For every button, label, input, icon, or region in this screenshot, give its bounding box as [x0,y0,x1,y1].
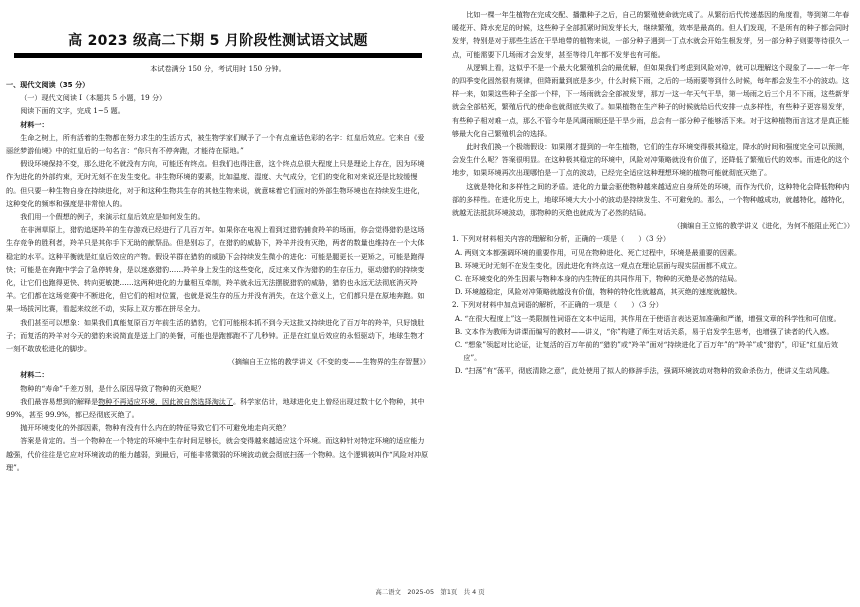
paragraph: 生命之树上，所有活着的生物都在努力求生的生活方式，被生物学家们赋予了一个有点童话色彩的名字：红皇后效应。它来自《爱丽丝梦游仙境》中的红皇后的一句名言：“你只有不停奔跑，才能待在原地。” [6,132,425,156]
text-span: 。科学家估计，地球进化史上曾经出现过数十亿个物种，其中 99%，甚至 99.9%，都已经彻底灭绝了。 [6,396,425,420]
question-1-option-b: B. 环境无时无刻不在发生变化，因此进化有终点这一观点在理论层面与现实层面都不成立。 [454,260,742,270]
question-2-option-b: B. 文本作为教师为讲课而编写的教材——讲义，“你”构建了师生对话关系，易于启发学生思考，也增强了读者的代入感。 [454,326,834,336]
left-column [0,0,432,474]
paragraph: 这就是特化和多样性之间的矛盾。进化的力量会驱使物种越来越适应自身所处的环境，而作为代价，这种特化会降低物种内部的多样性。在进化历史上，地球环境大大小小的波动是持续发生、不可避免的。那么，一个物种越成功，就越特化，越特化，就越无法抵抗环境波动，那物种的灭绝也就成为了必然的结局。 [452,181,850,218]
paragraph: 假设环境保持不变，那么进化不就没有方向，可能还有终点。但我们也得注意，这个终点总很大程度上只是理论上存在，因为环境作为进化的外部约束，无时无刻不在发生变化。非生物环境的要素，比如温度、湿度、大气成分，它们的变化和对来说还是比较缓慢的。但只要一种生物自身在持续进化，对于和这种生物共生存的其他生物来说，就意味着它们面对的外部生物环境也在持续发生进化，这种变化的频率和强度是非常惊人的。 [6,159,425,208]
redaction-bar [14,53,422,58]
exam-title: 高 2023 级高二下期 5 月阶段性测试语文试题 [68,33,368,49]
instruction: 阅读下面的文字，完成 1~5 题。 [20,106,125,116]
page-footer: 高二语文 2025-05 第1页 共 4 页 [375,588,485,596]
paragraph: 在非洲草原上，猎豹追逐羚羊的生存游戏已经进行了几百万年。如果你在电视上看到过猎豹捕食羚羊的场面，你会觉得猎豹是这场生存竞争的胜利者，羚羊只是其你手下无助的献祭品。但是别忘了，在猎豹的威胁下，羚羊并没有灭绝，两者的数量也维持在一个大体稳定的水平。这种平衡就是红皇后效应的产物。假设羊群在猎豹的威胁下会持续发生微小的进化：可能是腿更长一更矫之，可能是跑得快；可能是在奔跑中学会了急停转身，是以迷惑猎豹……羚羊身上发生的这些变化，反过来又作为猎豹的生存压力，驱动猎豹的持续变化，让它们也跑得更快、转向更敏捷……这两种进化的力量相互牵制，羚羊就永远无法摆脱猎豹的威胁，猎豹也永远无法彻底消灭羚羊。它们都在这场竞赛中不断进化，但它们的相对位置，也就是说生存的压力并没有消失，在这个意义上，它们都只是在原地奔跑。如果一场拔河比赛，看起来纹丝不动，实际上双方都在拼尽全力。 [6,225,425,314]
material-2-source: （摘编自王立铭的教学讲义《进化，为何不能阻止死亡》） [673,221,854,231]
underlined-text: 物种不再适应环境，因此被自然选择淘汰了 [98,396,233,406]
question-1-option-d: D. 环境越稳定，风险对冲策略就越没有价值，物种的特化性就越高，其灭绝的速度就越快。 [454,287,742,297]
material-2-heading: 材料二： [20,370,49,380]
paragraph: 比如一棵一年生植物在完成交配、播撒种子之后，自己的繁殖使命就完成了。从繁衍后代传递基因的角度看，等到第二年春暖花开、降水充足的时候，这些种子全部抓紧时间发芽长大，继续繁殖，效率是最高的。但人们发现，不是所有的种子都会同时发芽，特别是对于那些生活在干旱地带的植物来说，一部分种子遇到一丁点水就会开始生根发芽，另一部分种子则要等待很久一点，可能需要下几场雨才会发芽，甚至等待几年都不发芽也有可能。 [452,10,850,59]
question-2-option-c: C. “想象”领起对比论证，让复活的百万年前的“猎豹”或“羚羊”面对“持续进化了百万年”的“羚羊”或“猎豹”，印证“红皇后效应”。 [454,340,838,363]
paragraph: 抛开环境变化的外部因素，物种有没有什么内在的特征导致它们不可避免地走向灭绝？ [20,423,290,433]
question-2-option-a: A. “在很大程度上”这一类限制性词语在文本中运用，其作用在于使语言表达更加准确和严谨，增强文章的科学性和可信度。 [454,313,841,323]
subsection-heading: （一）现代文阅读 I（本题共 5 小题，19 分） [20,93,167,103]
paragraph [6,395,430,421]
question-2: 2. 下列对材料中加点词语的解析，不正确的一项是（ ）（3 分） [452,300,663,310]
text-span: 我们最容易想到的解释是 [20,396,99,406]
section-heading: 一、现代文阅读（35 分） [6,80,90,89]
question-2-option-d: D. “扫荡”有“荡平，彻底清除之意”，此处使用了拟人的修辞手法，强调环境波动对物种的致命杀伤力，使讲义生动风趣。 [454,366,834,376]
paragraph: 物种的“寿命”千差万别，是什么原因导致了物种的灭绝呢？ [20,383,205,393]
paragraph: 答案是肯定的。当一个物种在一个特定的环境中生存时间足够长，就会变得越来越适应这个环境。而这种针对特定环境的适应能力越强，代价往往是它应对环境波动的能力越弱，到最后，可能非常微弱的环境波动就会彻底扫荡一个物种。这个逻辑被叫作“风险对冲原理”。 [6,436,429,472]
material-1-source: （摘编自王立铭的教学讲义《不变的变——生物界的生存智慧》） [227,357,430,367]
question-1-option-c: C. 在环境变化的外生因素与物种本身的内生特征的共同作用下，物种的灭绝是必然的结局。 [454,274,742,284]
question-1: 1. 下列对材料相关内容的理解和分析，正确的一项是（ ）（3 分） [452,234,670,244]
right-column [452,0,854,378]
paragraph: 此时我们换一个极端假设：如果刚才提到的一年生植物，它们的生存环境变得极其稳定，降水的时间和强度完全可以预测，会发生什么呢？答案很明显。在这种极其稳定的环境中，风险对冲策略就没有价值了，还降低了繁殖后代的效率。而进化的这个地步，如果环境再次出现哪怕是一丁点的波动，已经完全适应这种理想环境的植物可能就彻底灭绝了。 [452,142,850,178]
exam-subtitle: 本试卷满分 150 分，考试用时 150 分钟。 [150,64,286,73]
paragraph: 我们用一个假想的例子，来演示红皇后效应是如何发生的。 [20,212,205,222]
paragraph: 我们甚至可以想象：如果我们真能复原百万年前生活的猎豹，它们可能根本抓不到今天这批又持续进化了百万年的羚羊，只好饿肚子；而复活的羚羊对今天的猎豹来说简直是送上门的美餐，可能也是跑都跑不了几秒钟。正是在红皇后效应的永恒驱动下，地球生物才一刻不敢放松进化的脚步。 [6,317,425,354]
paragraph: 从逻辑上看，这似乎不是一个最大化繁殖机会的最优解，但如果我们考虑到风险对冲，就可以理解这个现象了——一年一年的四季变化固然很有规律，但降雨量到底是多少，什么时候下雨，之后的一场雨要等到什么时候，每年都会发生不小的波动。这样一来，如果这些种子全部一个样，下一场雨就会全部被发芽，那万一这一年天气干旱，第一场雨之后三个月不下雨，这些新芽就会全部枯死，繁殖后代的使命也就彻底失败了。如果植物在生产种子的时候就给后代安排一点多样性，有些种子更容易发芽，有些种子相对难一点，那么不管今年是风调雨顺还是干旱少雨，总会有一部分种子能够活下来。对于这种植物而言这才是真正能够最大化自己繁殖机会的选择。 [452,62,850,138]
question-1-option-a: A. 两则文本都强调环境的重要作用，可见在物种进化、死亡过程中，环境是最重要的因素。 [454,247,742,257]
material-1-heading: 材料一： [20,119,49,129]
